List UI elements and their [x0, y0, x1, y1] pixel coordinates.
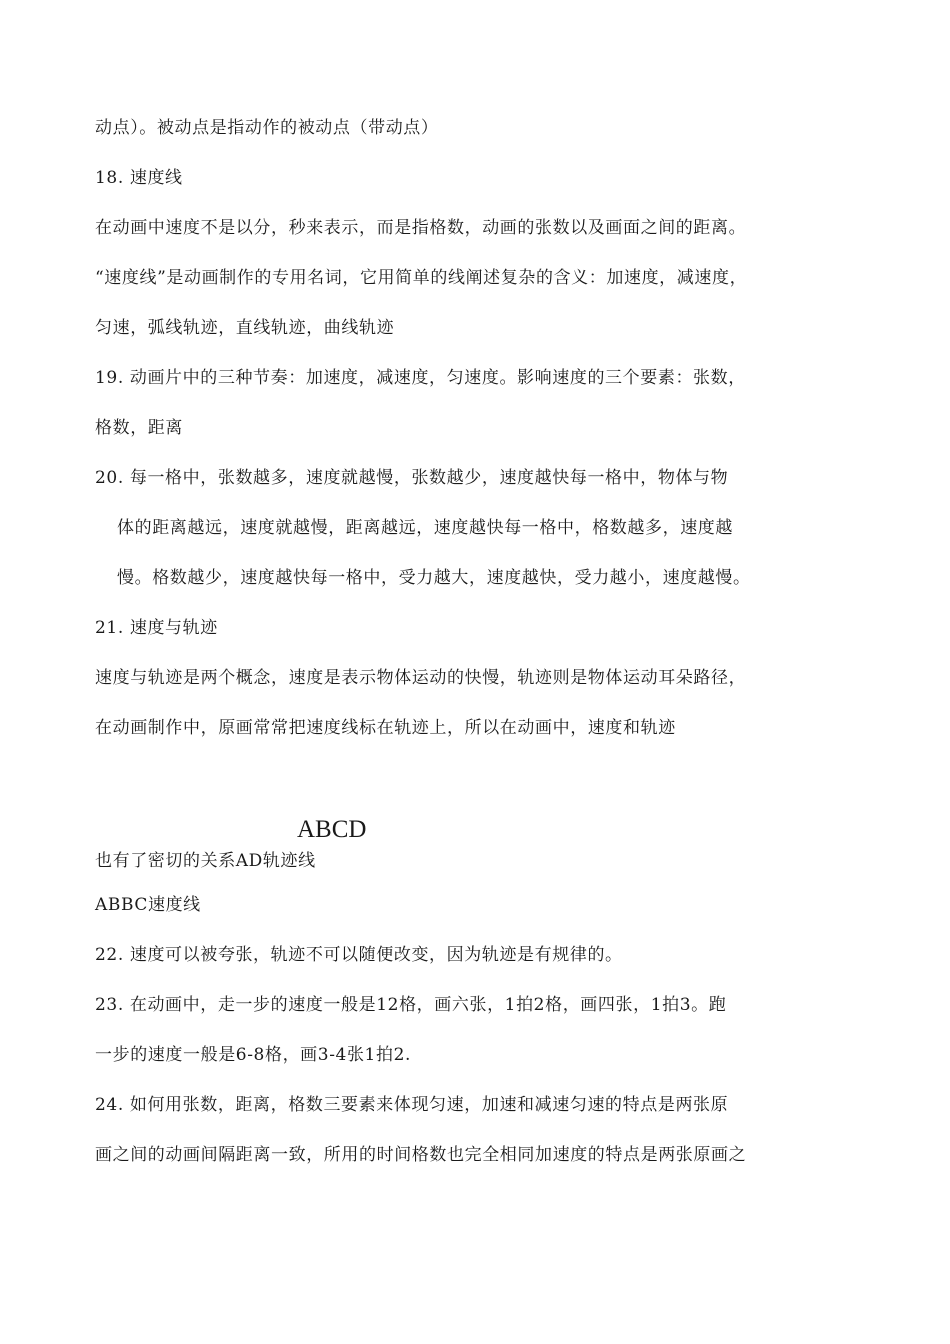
text-line: 画之间的动画间隔距离一致，所用的时间格数也完全相同加速度的特点是两张原画之 [95, 1145, 747, 1165]
section-item-20: 20. 每一格中，张数越多，速度就越慢，张数越少，速度越快每一格中，物体与物 [95, 468, 729, 488]
section-item-23: 23. 在动画中，走一步的速度一般是12格，画六张，1拍2格，画四张，1拍3。跑 [95, 995, 727, 1015]
text-line: 体的距离越远，速度就越慢，距离越远，速度越快每一格中，格数越多，速度越 [117, 518, 733, 538]
text-line: ABBC速度线 [95, 895, 201, 915]
text-line: 慢。格数越少，速度越快每一格中，受力越大，速度越快，受力越小，速度越慢。 [117, 568, 751, 588]
section-item-19: 19. 动画片中的三种节奏：加速度，减速度，匀速度。影响速度的三个要素：张数， [95, 368, 746, 388]
text-line: 格数，距离 [95, 418, 183, 438]
text-line: 一步的速度一般是6-8格，画3-4张1拍2. [95, 1045, 411, 1065]
text-line: “速度线”是动画制作的专用名词，它用简单的线阐述复杂的含义：加速度，减速度， [95, 268, 748, 288]
text-line: 匀速，弧线轨迹，直线轨迹，曲线轨迹 [95, 318, 395, 338]
section-heading-18: 18. 速度线 [95, 168, 183, 188]
section-heading-21: 21. 速度与轨迹 [95, 618, 218, 638]
text-line: 在动画中速度不是以分，秒来表示，而是指格数，动画的张数以及画面之间的距离。 [95, 218, 747, 238]
text-line: 动点）。被动点是指动作的被动点（带动点） [95, 118, 439, 138]
figure-label-abcd: ABCD [297, 816, 367, 843]
text-line: 速度与轨迹是两个概念，速度是表示物体运动的快慢，轨迹则是物体运动耳朵路径， [95, 668, 747, 688]
section-item-22: 22. 速度可以被夸张，轨迹不可以随便改变，因为轨迹是有规律的。 [95, 945, 623, 965]
section-item-24: 24. 如何用张数，距离，格数三要素来体现匀速，加速和减速匀速的特点是两张原 [95, 1095, 729, 1115]
text-line: 也有了密切的关系AD轨迹线 [95, 851, 316, 871]
text-line: 在动画制作中，原画常常把速度线标在轨迹上，所以在动画中，速度和轨迹 [95, 718, 676, 738]
